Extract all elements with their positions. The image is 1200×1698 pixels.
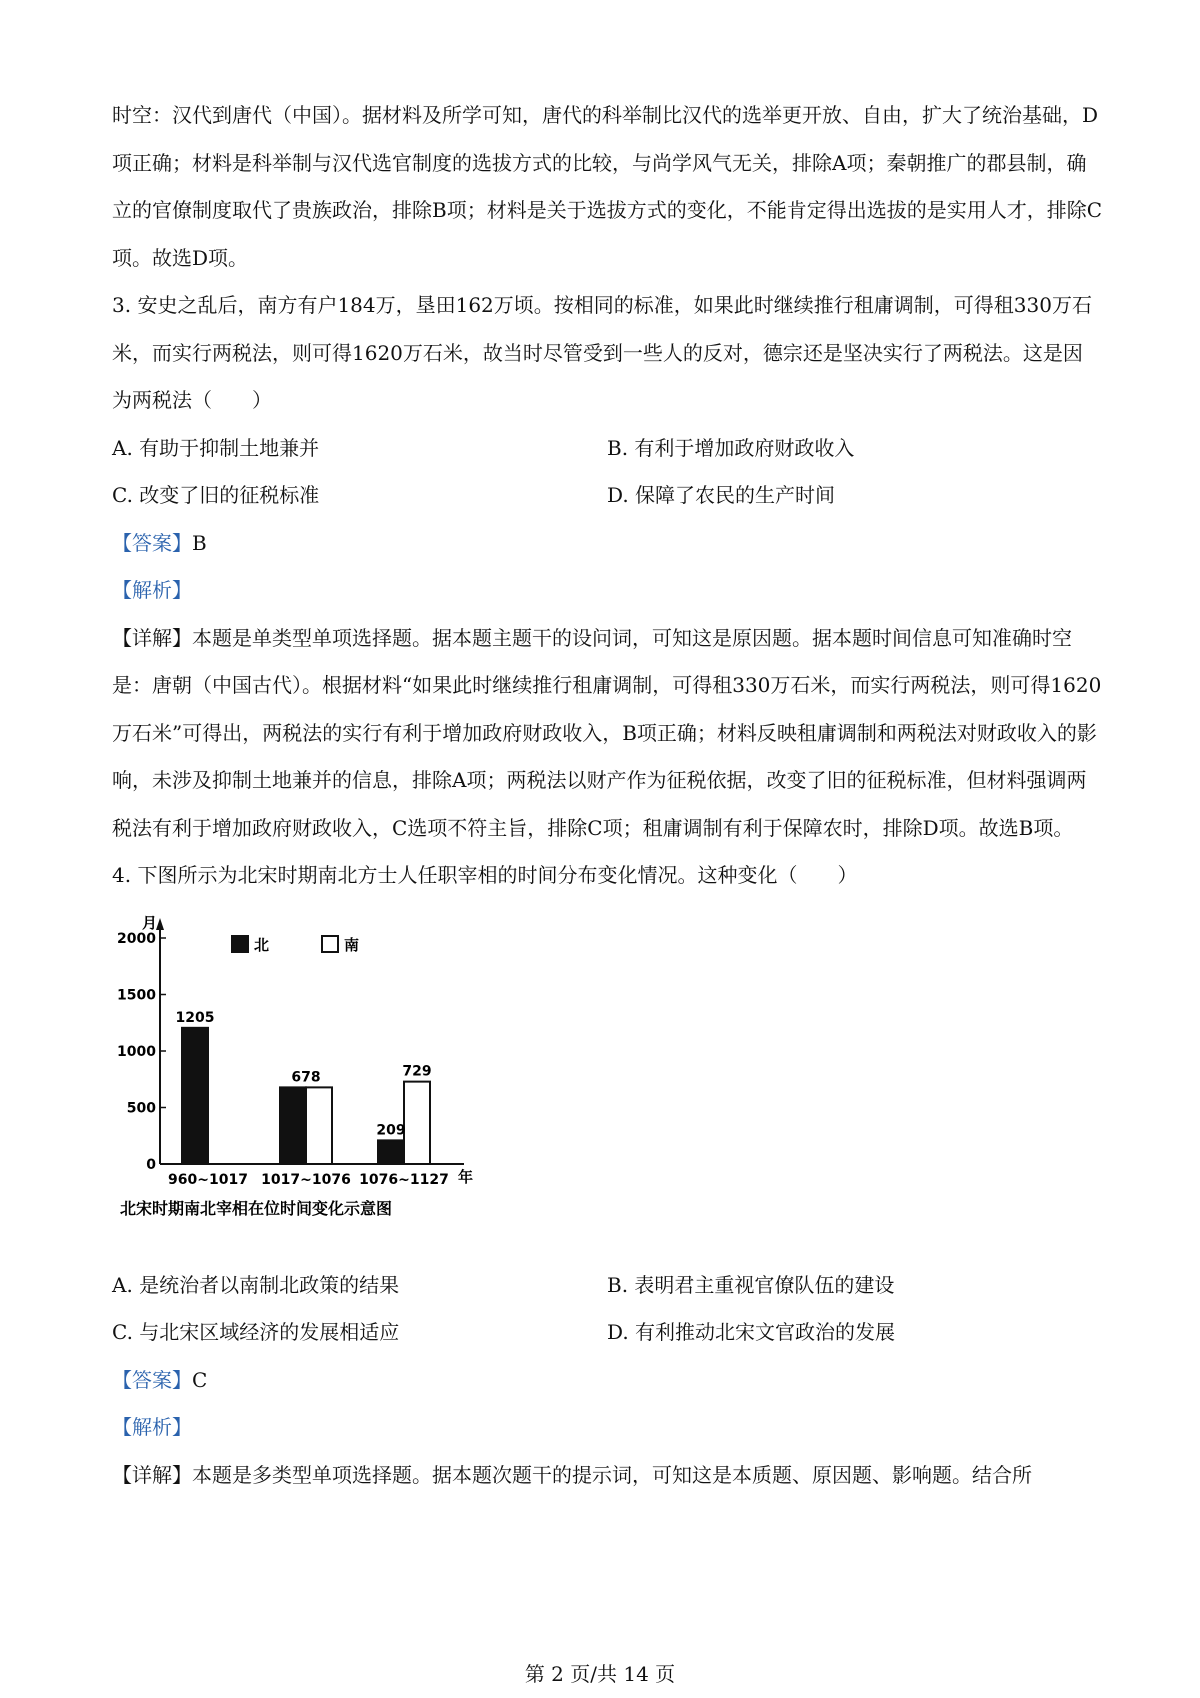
question-3-options bbox=[112, 425, 1102, 520]
y-axis-arrow bbox=[156, 918, 164, 930]
question-4-stem: 4. 下图所示为北宋时期南北方士人任职宰相的时间分布变化情况。这种变化（ ） bbox=[112, 863, 858, 887]
bar-chart-svg bbox=[112, 906, 512, 1256]
x-tick-label: 1017~1076 bbox=[261, 1171, 351, 1188]
chart-title: 北宋时期南北宰相在位时间变化示意图 bbox=[120, 1198, 393, 1218]
question-3-stem: 3. 安史之乱后，南方有户184万，垦田162万顷。按相同的标准，如果此时继续推行租庸调制，可得租330万石米，而实行两税法，则可得1620万石米，故当时尽管受到一些人的反对，德宗还是坚决实行了两税法。这是因为两税法（ ） bbox=[112, 293, 1092, 412]
q3-answer: B bbox=[192, 530, 207, 555]
legend-swatch-south bbox=[322, 936, 338, 952]
q4-analysis-tag: 【解析】 bbox=[112, 1415, 192, 1439]
page-footer: 第 2 页/共 14 页 bbox=[524, 1662, 676, 1686]
y-tick-label: 2000 bbox=[117, 930, 156, 947]
q4-option-b: B. 表明君主重视官僚队伍的建设 bbox=[607, 1272, 895, 1297]
q3-analysis-tag: 【解析】 bbox=[112, 578, 192, 602]
q3-option-a: A. 有助于抑制土地兼并 bbox=[112, 435, 320, 460]
bar-chart bbox=[112, 906, 512, 1256]
legend-label-north: 北 bbox=[254, 935, 270, 954]
legend-swatch-north bbox=[232, 936, 248, 952]
bar-south-1 bbox=[306, 1087, 332, 1164]
data-label: 729 bbox=[402, 1063, 432, 1080]
x-axis-label: 年 bbox=[458, 1167, 474, 1186]
previous-question-analysis: 时空：汉代到唐代（中国）。据材料及所学可知，唐代的科举制比汉代的选举更开放、自由，扩大了统治基础，D项正确；材料是科举制与汉代选官制度的选拔方式的比较，与尚学风气无关，排除A项；秦朝推广的郡县制，确立的官僚制度取代了贵族政治，排除B项；材料是关于选拔方式的变化，不能肯定得出选拔的是实用人才，排除C项。故选D项。 bbox=[112, 103, 1102, 270]
q3-option-d: D. 保障了农民的生产时间 bbox=[607, 483, 836, 507]
y-tick-label: 1000 bbox=[117, 1043, 156, 1060]
data-label: 678 bbox=[291, 1068, 321, 1085]
bar-north-2 bbox=[378, 1140, 404, 1164]
x-tick-label: 1076~1127 bbox=[359, 1171, 449, 1188]
x-tick-label: 960~1017 bbox=[168, 1171, 248, 1188]
q4-answer-tag: 【答案】 bbox=[112, 1367, 192, 1392]
q3-answer-line bbox=[112, 520, 1102, 568]
q3-option-b: B. 有利于增加政府财政收入 bbox=[607, 435, 855, 460]
data-label: 209 bbox=[376, 1121, 406, 1138]
bar-south-2 bbox=[404, 1081, 430, 1163]
bar-north-1 bbox=[280, 1087, 306, 1164]
q4-option-a: A. 是统治者以南制北政策的结果 bbox=[112, 1272, 400, 1297]
q4-option-d: D. 有利推动北宋文官政治的发展 bbox=[607, 1320, 896, 1344]
legend-label-south: 南 bbox=[344, 935, 360, 954]
q4-option-c: C. 与北宋区域经济的发展相适应 bbox=[112, 1320, 400, 1344]
q3-option-c: C. 改变了旧的征税标准 bbox=[112, 483, 320, 507]
y-tick-label: 500 bbox=[126, 1100, 156, 1116]
data-label: 1205 bbox=[175, 1009, 215, 1026]
y-tick-label: 1500 bbox=[117, 987, 156, 1003]
q3-answer-tag: 【答案】 bbox=[112, 530, 192, 555]
y-tick-label: 0 bbox=[146, 1156, 156, 1173]
question-4-options bbox=[112, 1262, 1102, 1357]
bar-north-0 bbox=[182, 1027, 208, 1163]
q3-detail: 【详解】本题是单类型单项选择题。据本题主题干的设问词，可知这是原因题。据本题时间信息可知准确时空是：唐朝（中国古代）。根据材料“如果此时继续推行租庸调制，可得租330万石米，而实行两税法，则可得1620万石米”可得出，两税法的实行有利于增加政府财政收入，B项正确；材料反映租庸调制和两税法对财政收入的影响，未涉及抑制土地兼并的信息，排除A项；两税法以财产作为征税依据，改变了旧的征税标准，但材料强调两税法有利于增加政府财政收入，C选项不符主旨，排除C项；租庸调制有利于保障农时，排除D项。故选B项。 bbox=[112, 625, 1102, 840]
q4-answer: C bbox=[192, 1367, 208, 1392]
q4-detail: 【详解】本题是多类型单项选择题。据本题次题干的提示词，可知这是本质题、原因题、影响题。结合所 bbox=[112, 1462, 1032, 1487]
y-axis-label: 月 bbox=[142, 913, 158, 932]
page-content bbox=[112, 92, 1102, 1499]
q4-answer-line bbox=[112, 1357, 1102, 1405]
